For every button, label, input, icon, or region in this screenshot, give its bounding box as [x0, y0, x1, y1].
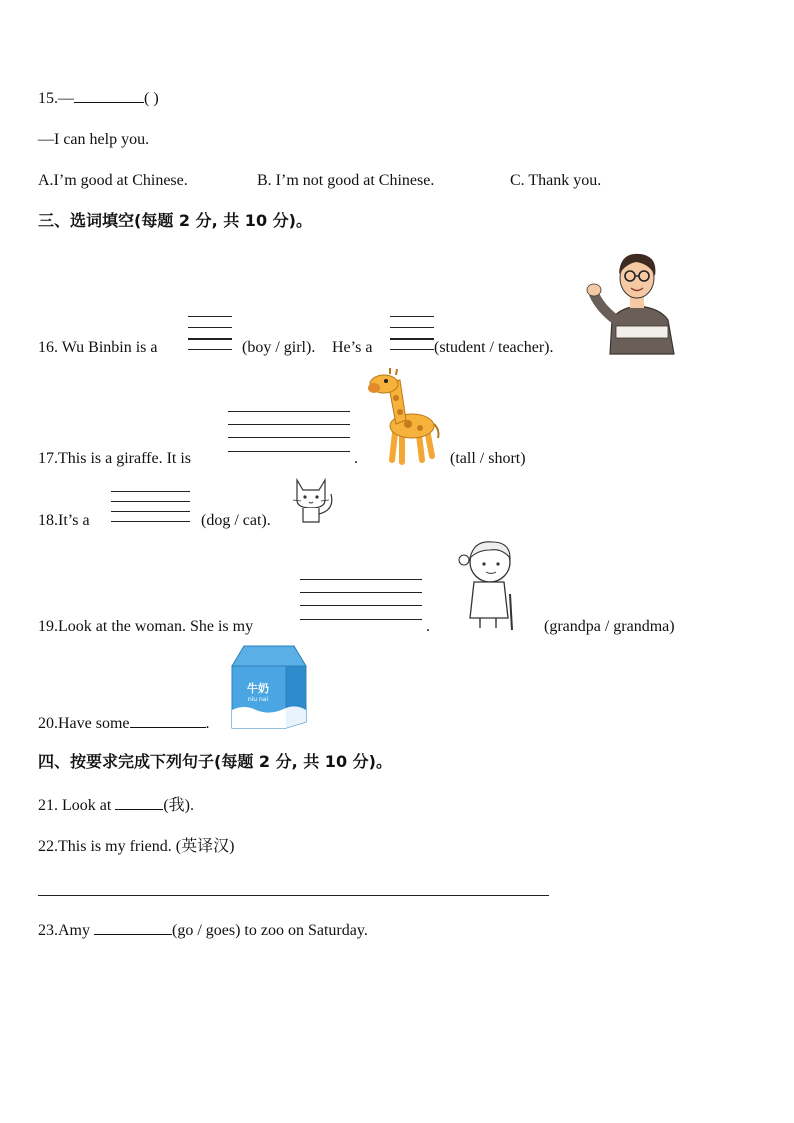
q22-answer-line[interactable]	[38, 895, 549, 896]
q16-writing-lines-2[interactable]	[390, 316, 434, 354]
q20-line	[38, 713, 210, 734]
cat-picture	[291, 474, 339, 524]
q20-blank[interactable]	[130, 713, 206, 728]
q20-period: .	[205, 715, 210, 732]
milk-carton-picture	[230, 644, 308, 730]
q23-suffix: (go / goes) to zoo on Saturday.	[172, 922, 368, 939]
q23-blank[interactable]	[94, 920, 172, 935]
q15-option-a[interactable]: A.I’m good at Chinese.	[38, 172, 188, 189]
q15-option-c[interactable]: C. Thank you.	[510, 172, 602, 189]
q16-choice1: (boy / girl).	[242, 339, 316, 356]
q18-prefix: 18.It’s a	[38, 512, 90, 529]
q17-prefix: 17.This is a giraffe. It is	[38, 450, 192, 467]
milk-label: 牛奶	[247, 682, 269, 695]
q18-choice: (dog / cat).	[201, 512, 271, 529]
q19-prefix: 19.Look at the woman. She is my	[38, 618, 254, 635]
section4-title: 四、按要求完成下列句子(每题 2 分, 共 10 分)。	[38, 752, 392, 771]
q16-writing-lines-1[interactable]	[188, 316, 232, 354]
q19-choice: (grandpa / grandma)	[544, 618, 675, 635]
giraffe-picture	[366, 368, 442, 464]
grandma-picture	[456, 538, 526, 632]
milk-pinyin: niu nai	[247, 696, 269, 703]
q17-choice: (tall / short)	[450, 450, 526, 467]
q16-prefix: 16. Wu Binbin is a	[38, 339, 158, 356]
q16-choice2: (student / teacher).	[434, 339, 554, 356]
q16-mid: He’s a	[332, 339, 373, 356]
teacher-picture	[588, 248, 678, 354]
q19-writing-lines[interactable]	[300, 579, 422, 623]
q15-blank[interactable]	[74, 88, 144, 103]
q15-number: 15.	[38, 90, 58, 107]
q15-paren[interactable]: ( )	[144, 90, 159, 107]
q17-writing-lines[interactable]	[228, 411, 350, 455]
q15-option-b[interactable]: B. I’m not good at Chinese.	[257, 172, 435, 189]
q23-line	[38, 920, 368, 941]
q15-answer: —I can help you.	[38, 131, 150, 148]
q21-blank[interactable]	[115, 795, 163, 810]
q23-prefix: 23.Amy	[38, 922, 90, 939]
q21-line	[38, 795, 194, 816]
q15-line	[38, 88, 159, 109]
q22-text: 22.This is my friend. (英译汉)	[38, 838, 235, 855]
section3-title: 三、选词填空(每题 2 分, 共 10 分)。	[38, 211, 312, 230]
q19-period: .	[426, 618, 430, 635]
q17-period: .	[354, 450, 358, 467]
q21-prefix: 21. Look at	[38, 797, 112, 814]
q18-writing-lines[interactable]	[111, 491, 190, 523]
q20-prefix: 20.Have some	[38, 715, 130, 732]
q21-suffix: (我).	[163, 797, 194, 814]
q15-dash: —	[58, 90, 74, 107]
